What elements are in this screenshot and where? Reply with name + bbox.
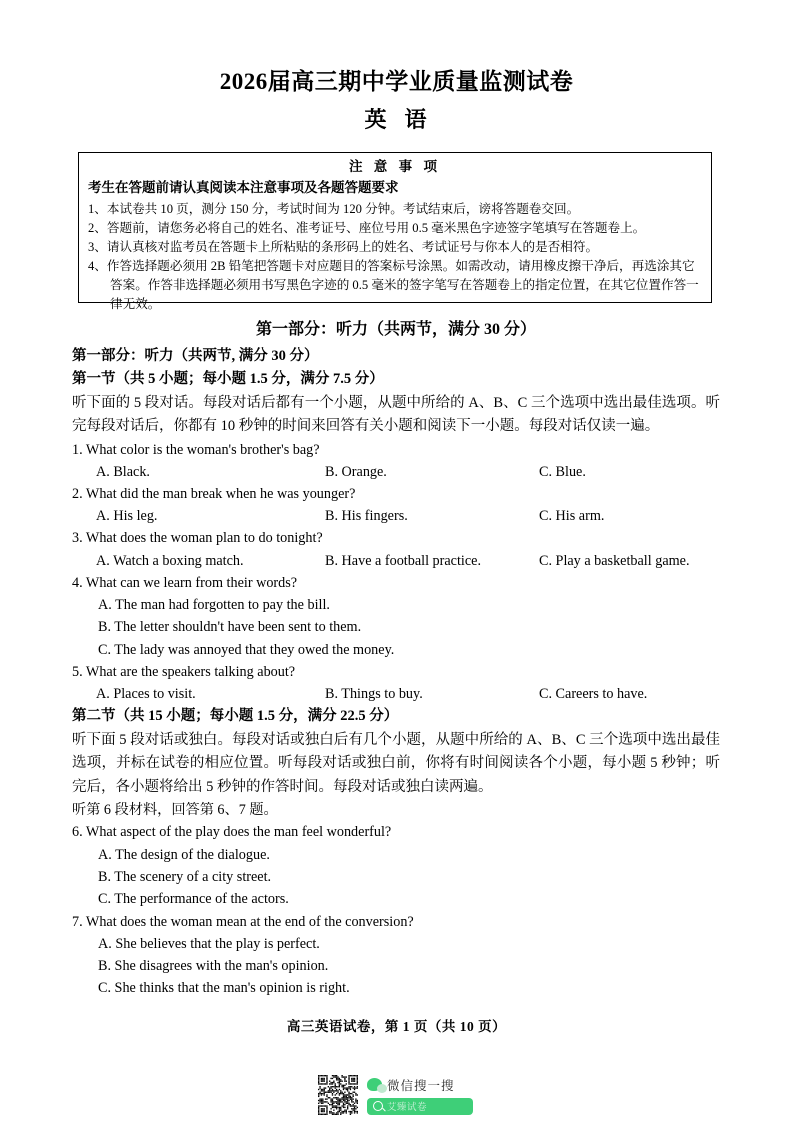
option-1-a[interactable]: A. Black.	[96, 464, 150, 481]
option-4-a[interactable]: A. The man had forgotten to pay the bill.	[98, 596, 330, 613]
subject-char-left: 英	[364, 106, 389, 132]
notice-item-1: 1、本试卷共 10 页，测分 150 分，考试时间为 120 分钟。考试结束后，谤将答题卷交回。	[88, 201, 580, 216]
page-title: 2026届高三期中学业质量监测试卷	[219, 69, 574, 94]
search-pill-label: 艾臻试卷	[387, 1102, 428, 1113]
question-stem-6: 6. What aspect of the play does the man feel wonderful?	[72, 824, 392, 841]
option-1-c[interactable]: C. Blue.	[539, 464, 586, 481]
notice-item-3: 3、请认真核对监考员在答题卡上所粘贴的条形码上的姓名、考试证号与你本人的是否相符。	[88, 239, 599, 254]
option-4-b[interactable]: B. The letter shouldn't have been sent to them.	[98, 619, 362, 636]
question-options-2	[72, 505, 720, 527]
question-options-5	[72, 683, 720, 705]
notice-heading: 注 意 事 项	[348, 159, 442, 174]
question-options-1	[72, 461, 720, 483]
option-7-c[interactable]: C. She thinks that the man's opinion is right.	[98, 980, 350, 997]
subject-char-right: 语	[404, 106, 429, 132]
promo-brand-row	[367, 1076, 473, 1094]
question-stem-3: 3. What does the woman plan to do tonight?	[72, 530, 323, 547]
promo-brand-label: 微信搜一搜	[387, 1077, 455, 1093]
option-2-a[interactable]: A. His leg.	[96, 508, 158, 525]
question-stem-7: 7. What does the woman mean at the end of the conversion?	[72, 913, 414, 930]
notice-lead: 考生在答题前请认真阅读本注意事项及各题答题要求	[88, 180, 399, 196]
question-options-3	[72, 550, 720, 572]
question-stem-1: 1. What color is the woman's brother's bag?	[72, 441, 320, 458]
search-icon	[373, 1101, 383, 1111]
option-5-c[interactable]: C. Careers to have.	[539, 686, 648, 703]
section-one-heading: 第一节（共 5 小题；每小题 1.5 分，满分 7.5 分）	[72, 371, 384, 388]
option-5-b[interactable]: B. Things to buy.	[325, 686, 423, 703]
section-one-instructions: 听下面的 5 段对话。每段对话后都有一个小题，从题中所给的 A、B、C 三个选项中选出最佳选项。听完每段对话后，你都有 10 秒钟的时间来回答有关小题和阅读下一小题。每段对话仅读一遍。	[72, 394, 720, 435]
exam-content	[72, 318, 720, 1000]
wechat-promo	[318, 1072, 478, 1118]
option-6-b[interactable]: B. The scenery of a city street.	[98, 868, 272, 885]
question-stem-5: 5. What are the speakers talking about?	[72, 663, 296, 680]
option-3-b[interactable]: B. Have a football practice.	[325, 552, 481, 569]
section-two-instructions: 听下面 5 段对话或独白。每段对话或独白后有几个小题，从题中所给的 A、B、C 三个选项中选出最佳选项，并标在试卷的相应位置。听每段对话或独白前，你将有时间阅读各个小题，每小题 5 秒钟；听完后，各小题将给出 5 秒钟的作答时间。每段对话或独白读两遍。	[72, 731, 720, 795]
subject-title	[0, 97, 793, 134]
part-one-heading: 第一部分：听力（共两节，满分 30 分）	[255, 321, 536, 338]
option-3-a[interactable]: A. Watch a boxing match.	[96, 552, 244, 569]
notice-box	[78, 152, 712, 312]
wechat-search-pill[interactable]	[367, 1098, 473, 1115]
option-6-a[interactable]: A. The design of the dialogue.	[98, 846, 270, 863]
option-2-b[interactable]: B. His fingers.	[325, 508, 408, 525]
option-4-c[interactable]: C. The lady was annoyed that they owed the money.	[98, 641, 395, 658]
section-two-heading: 第二节（共 15 小题；每小题 1.5 分，满分 22.5 分）	[72, 708, 399, 725]
material-six-note: 听第 6 段材料，回答第 6、7 题。	[72, 802, 278, 819]
notice-item-2: 2、答题前，请您务必将自己的姓名、准考证号、座位号用 0.5 毫米黑色字迹签字笔填写在答题卷上。	[88, 220, 646, 235]
option-1-b[interactable]: B. Orange.	[325, 464, 387, 481]
promo-text-block	[367, 1076, 473, 1115]
option-6-c[interactable]: C. The performance of the actors.	[98, 891, 289, 908]
option-7-b[interactable]: B. She disagrees with the man's opinion.	[98, 958, 329, 975]
question-stem-4: 4. What can we learn from their words?	[72, 574, 298, 591]
option-5-a[interactable]: A. Places to visit.	[96, 686, 196, 703]
question-stem-2: 2. What did the man break when he was younger?	[72, 486, 356, 503]
option-7-a[interactable]: A. She believes that the play is perfect.	[98, 935, 320, 952]
qr-code-icon[interactable]	[318, 1075, 358, 1115]
page-footer: 高三英语试卷，第 1 页（共 10 页）	[286, 1019, 507, 1034]
notice-item-4: 4、作答选择题必须用 2B 铅笔把答题卡对应题目的答案标号涂黑。如需改动，请用橡皮擦干净后，再选涂其它答案。作答非选择题必须用书写黑色字迹的 0.5 毫米的签字笔写在答题卷上的指定位置，在其它位置作答一律无效。	[88, 258, 699, 312]
wechat-icon	[367, 1078, 382, 1091]
option-2-c[interactable]: C. His arm.	[539, 508, 605, 525]
part-one-repeat-heading: 第一部分：听力（共两节, 满分 30 分）	[72, 347, 319, 364]
option-3-c[interactable]: C. Play a basketball game.	[539, 552, 690, 569]
